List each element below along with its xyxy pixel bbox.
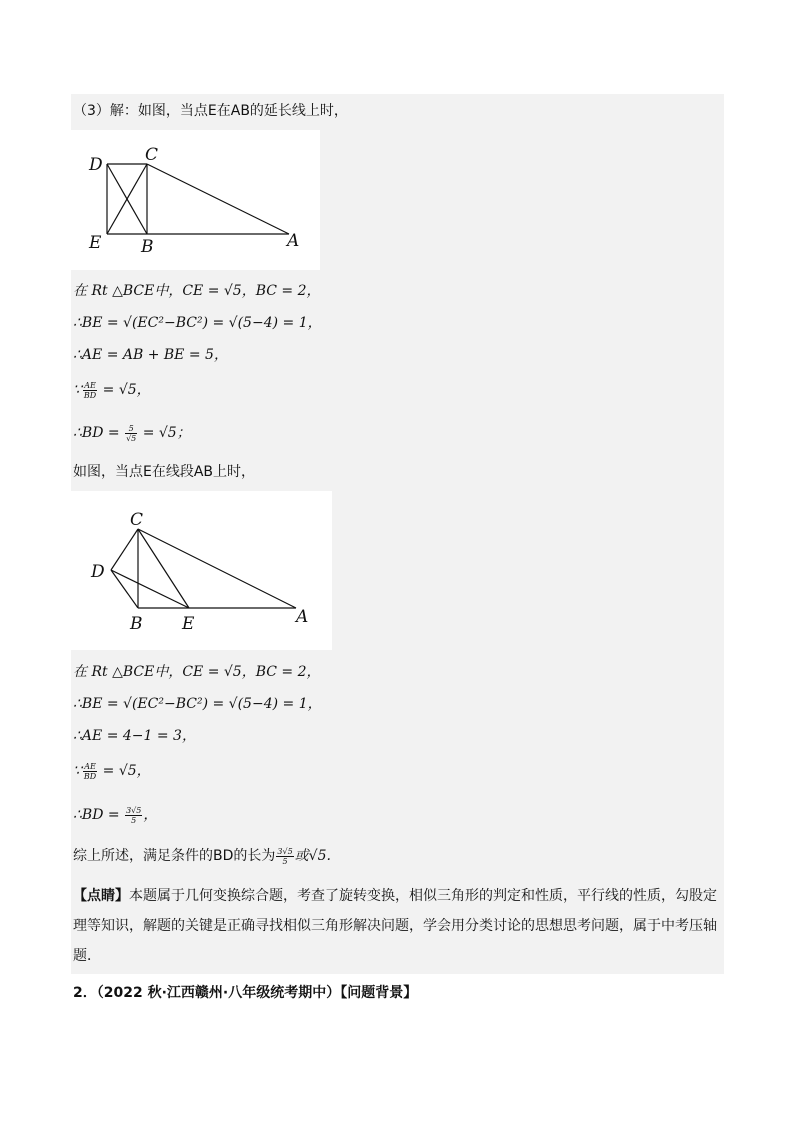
equation-lhs: ∴BD =	[73, 807, 125, 823]
comment-text: 本题属于几何变换综合题，考查了旋转变换，相似三角形的判定和性质，平行线的性质，勾股定理等知识，解题的关键是正确寻找相似三角形解决问题，学会用分类讨论的思想思考问题，属于中考压轴题．	[73, 888, 717, 964]
label-D: D	[89, 155, 103, 175]
label-E: E	[89, 233, 102, 253]
case1-line4	[73, 380, 151, 400]
segment-cd	[111, 529, 138, 570]
figure-2-svg	[71, 491, 332, 650]
label-D: D	[91, 562, 105, 582]
fraction-numerator: AE	[84, 761, 96, 771]
fraction-numerator: 5	[125, 424, 137, 434]
fraction-denominator: BD	[83, 390, 97, 400]
label-C: C	[130, 510, 144, 530]
fraction-denominator: √5	[126, 433, 137, 443]
fraction-5-root5	[125, 424, 137, 443]
figure-extension-case	[71, 130, 320, 270]
case1-line2: ∴BE = √(EC²−BC²) = √(5−4) = 1，	[73, 315, 322, 331]
figure-1-svg	[71, 130, 320, 270]
fraction-denominator: BD	[83, 771, 97, 781]
comment-paragraph	[73, 881, 718, 971]
case1-line3: ∴AE = AB + BE = 5，	[73, 347, 228, 363]
conclusion-suffix: 或√5.	[294, 848, 331, 864]
label-B: B	[141, 237, 154, 257]
case2-line3: ∴AE = 4−1 = 3，	[73, 728, 196, 744]
equation-rhs: = √5，	[98, 382, 151, 398]
fraction-3root5-5	[125, 806, 142, 825]
label-A: A	[287, 231, 300, 251]
part3-intro: （3）解：如图，当点E在AB的延长线上时，	[73, 103, 348, 119]
fraction-3root5-5	[276, 847, 293, 866]
since-symbol: ∵	[73, 382, 82, 398]
fraction-ae-bd	[83, 762, 97, 781]
label-E: E	[182, 614, 195, 634]
label-C: C	[145, 145, 159, 165]
fraction-numerator: 3√5	[126, 805, 142, 815]
case1-line1: 在 Rt △BCE中，CE = √5，BC = 2，	[73, 283, 321, 299]
case2-line4	[73, 761, 151, 781]
figure-segment-case	[71, 491, 332, 650]
conclusion-text: 综上所述，满足条件的BD的长为	[73, 848, 276, 864]
fraction-numerator: 3√5	[277, 846, 293, 856]
label-B: B	[130, 614, 143, 634]
case2-intro: 如图，当点E在线段AB上时，	[73, 464, 256, 480]
equation-rhs: = √5；	[138, 425, 191, 441]
segment-ca	[138, 529, 296, 608]
case2-line5	[73, 805, 157, 825]
segment-db	[111, 570, 138, 608]
case2-line1: 在 Rt △BCE中，CE = √5，BC = 2，	[73, 664, 321, 680]
segment-ca	[147, 164, 289, 234]
equation-lhs: ∴BD =	[73, 425, 125, 441]
fraction-denominator: 5	[131, 815, 137, 825]
since-symbol: ∵	[73, 763, 82, 779]
conclusion-line	[73, 846, 331, 866]
next-question-heading: 2．（2022 秋·江西赣州·八年级统考期中）【问题背景】	[73, 985, 418, 1001]
fraction-ae-bd	[83, 381, 97, 400]
equation-rhs: = √5，	[98, 763, 151, 779]
comment-tag: 【点睛】	[73, 888, 129, 904]
fraction-numerator: AE	[84, 380, 96, 390]
fraction-denominator: 5	[282, 856, 288, 866]
equation-rhs: ，	[143, 807, 158, 823]
case2-line2: ∴BE = √(EC²−BC²) = √(5−4) = 1，	[73, 696, 322, 712]
case1-line5	[73, 423, 191, 443]
label-A: A	[296, 607, 309, 627]
